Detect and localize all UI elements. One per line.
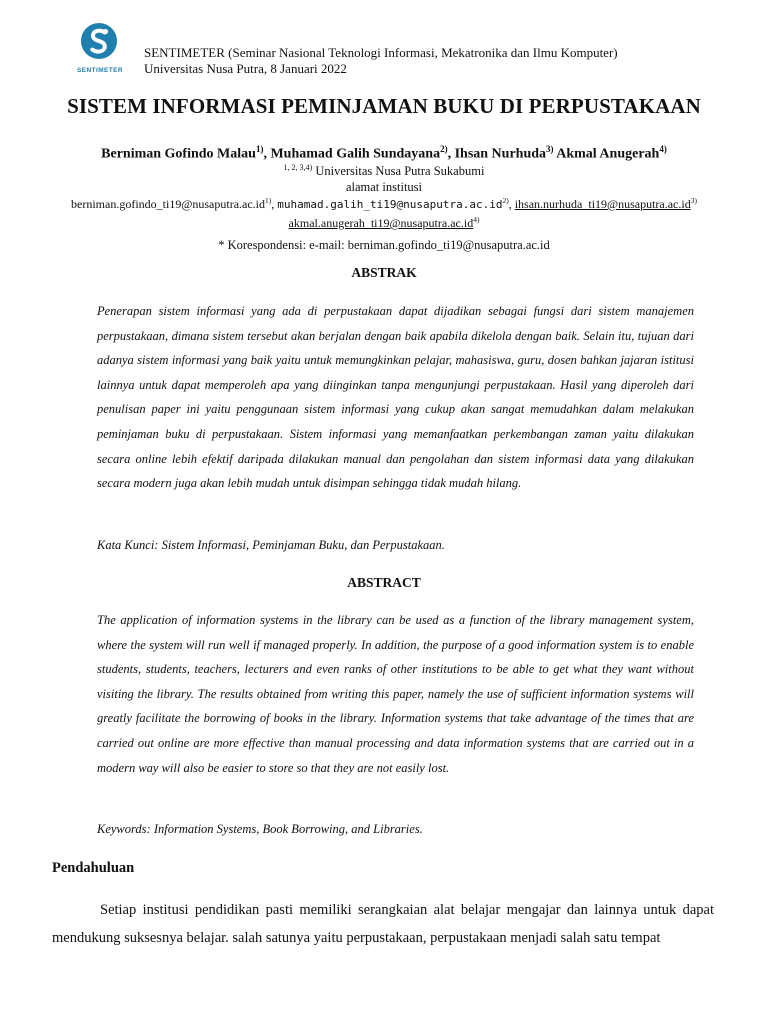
conference-line: SENTIMETER (Seminar Nasional Teknologi Informasi, Mekatronika dan Ilmu Komputer)	[144, 45, 618, 60]
conference-header	[144, 45, 618, 77]
institution-address: alamat institusi	[345, 180, 423, 195]
abstrak-body: Penerapan sistem informasi yang ada di perpustakaan dapat dijadikan sebagai fungsi dari sistem manajemen perpustakaan, dimana sistem tersebut akan berjalan dengan baik apabila dikelola dengan baik. Selain itu, tujuan dari adanya sistem informasi yang baik yaitu untuk memungkinkan pelajar, mahasiswa, guru, dosen bahkan jajaran istitusi lainnya untuk dapat memperoleh apa yang diinginkan tanpa mengunjungi perpustakaan. Hasil yang diperoleh dari penulisan paper ini yaitu penggunaan sistem informasi yang cukup akan sangat memudahkan dalam melakukan peminjaman buku di perpustakaan. Sistem informasi yang memanfaatkan perkembangan zaman yaitu dilakukan secara online lebih efektif daripada dilakukan manual dan pengolahan dan sistem informasi data yang dilakukan secara modern juga akan lebih mudah untuk disimpan sehingga tidak mudah hilang.	[97, 304, 694, 491]
email-sup: 3)	[690, 196, 697, 205]
sentimeter-logo	[76, 22, 124, 82]
university-date: Universitas Nusa Putra, 8 Januari 2022	[144, 61, 347, 76]
abstrak-keywords: Kata Kunci: Sistem Informasi, Peminjaman Buku, dan Perpustakaan.	[97, 538, 445, 552]
email-link[interactable]: berniman.gofindo_ti19@nusaputra.ac.id	[71, 197, 266, 211]
email-block: $berniman.gofindo\_ti19@nusaputra.ac.id^{1)}$, $muhamad.galih\_ti19@nusaputra.ac.id^{2)}$, $ihsan.nurhuda\_ti19@nusaputra.ac.id^{3)}$ $akmal.anugerah\_ti19@nusaputra.ac.id^{4)}$	[71, 196, 697, 230]
email-link[interactable]: muhamad.galih_ti19@nusaputra.ac.id	[277, 198, 503, 211]
affiliation-sup: 1, 2, 3,4)	[283, 163, 313, 172]
email-link[interactable]: ihsan.nurhuda_ti19@nusaputra.ac.id	[514, 197, 691, 211]
author-name: Ihsan Nurhuda	[454, 146, 547, 162]
introduction-heading: Pendahuluan	[52, 860, 135, 876]
email-sup: 2)	[502, 196, 509, 205]
abstrak-heading: ABSTRAK	[351, 265, 417, 280]
logo-text: SENTIMETER	[77, 67, 123, 74]
affiliation: Universitas Nusa Putra Sukabumi	[315, 164, 485, 179]
email-sup: 4)	[473, 215, 480, 224]
abstract-body: The application of information systems in the library can be used as a function of the library management system, where the system will run well if managed properly. In addition, the purpose of a good information system is to enable students, students, teachers, lecturers and even ranks of other institutions to be able to get what they want without visiting the library. The results obtained from writing this paper, namely the use of sufficient information systems will greatly facilitate the borrowing of books in the library. Information systems that take advantage of the times that are carried out online are more effective than manual processing and data information systems that are carried out in a modern way will also be easier to store so that they are not easily lost.	[97, 613, 694, 775]
author-list: Berniman Gofindo Malau$^{1)}$, Muhamad Galih Sundayana$^{2)}$, Ihsan Nurhuda$^{3)}$ Akmal Anugerah$^{4)}$	[101, 144, 667, 162]
sentimeter-logo-icon	[80, 22, 118, 60]
author-name: Berniman Gofindo Malau	[101, 146, 256, 162]
author-sup: 1)	[255, 144, 264, 154]
author-sup: 4)	[659, 144, 667, 154]
author-sup: 3)	[546, 144, 554, 154]
abstract-keywords: Keywords: Information Systems, Book Borrowing, and Libraries.	[97, 822, 423, 836]
paper-title: SISTEM INFORMASI PEMINJAMAN BUKU DI PERPUSTAKAAN	[67, 94, 701, 118]
correspondence: * Korespondensi: e-mail: berniman.gofindo_ti19@nusaputra.ac.id	[218, 238, 550, 252]
author-name: Muhamad Galih Sundayana	[270, 146, 441, 162]
email-link[interactable]: akmal.anugerah_ti19@nusaputra.ac.id	[288, 216, 474, 230]
abstract-heading: ABSTRACT	[347, 575, 421, 590]
introduction-body: Setiap institusi pendidikan pasti memiliki serangkaian alat belajar mengajar dan lainnya untuk dapat mendukung suksesnya belajar. salah satunya yaitu perpustakaan, perpustakaan menjadi salah satu tempat	[52, 902, 714, 946]
affiliation-block	[0, 160, 768, 195]
author-sup: 2)	[440, 144, 448, 154]
author-name: Akmal Anugerah	[556, 146, 660, 162]
email-sup: 1)	[265, 196, 272, 205]
